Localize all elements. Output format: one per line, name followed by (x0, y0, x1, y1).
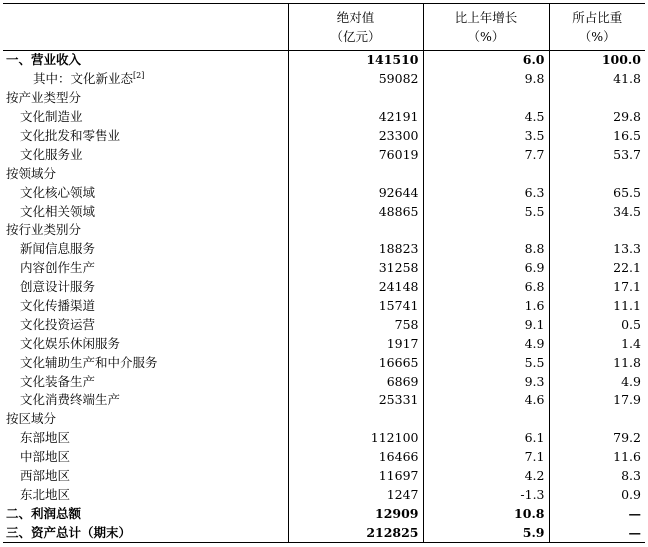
absolute-value-cell (288, 221, 423, 240)
growth-cell: 5.5 (423, 353, 549, 372)
absolute-value-cell: 42191 (288, 108, 423, 127)
header-growth-label: 比上年增长 (454, 10, 518, 25)
growth-cell (423, 410, 549, 429)
table-row (3, 70, 645, 89)
table-row (3, 448, 645, 467)
growth-cell: 1.6 (423, 297, 549, 316)
table-row (3, 485, 645, 504)
absolute-value-cell: 15741 (288, 297, 423, 316)
table-header (3, 4, 645, 51)
table-row (3, 523, 645, 542)
table-row (3, 391, 645, 410)
header-share-unit: （%） (578, 29, 616, 44)
table-row (3, 127, 645, 146)
row-label-cell (3, 429, 288, 448)
table-row (3, 278, 645, 297)
header-row (3, 4, 645, 51)
share-cell: 4.9 (549, 372, 645, 391)
absolute-value-cell: 31258 (288, 259, 423, 278)
table-row (3, 504, 645, 523)
growth-cell: 9.1 (423, 315, 549, 334)
row-label: 文化传播渠道 (20, 298, 96, 314)
absolute-value-cell: 59082 (288, 70, 423, 89)
table-row (3, 202, 645, 221)
growth-cell: 4.5 (423, 108, 549, 127)
share-cell: — (549, 504, 645, 523)
table-body (3, 51, 645, 543)
growth-cell: 5.5 (423, 202, 549, 221)
row-label: 文化核心领域 (20, 184, 96, 200)
table-row (3, 410, 645, 429)
share-cell (549, 164, 645, 183)
table-row (3, 51, 645, 70)
row-label: 创意设计服务 (20, 279, 96, 295)
share-cell: 34.5 (549, 202, 645, 221)
row-label: 一、营业收入 (6, 52, 82, 68)
absolute-value-cell: 16665 (288, 353, 423, 372)
row-label: 二、利润总额 (6, 505, 82, 521)
growth-cell: 6.1 (423, 429, 549, 448)
header-absolute-value-unit: （亿元） (330, 29, 381, 44)
growth-cell (423, 89, 549, 108)
share-cell (549, 410, 645, 429)
row-label-cell (3, 240, 288, 259)
table-row (3, 145, 645, 164)
table-row (3, 429, 645, 448)
row-label: 东北地区 (20, 486, 71, 502)
growth-cell: 6.8 (423, 278, 549, 297)
row-label-cell (3, 183, 288, 202)
row-label: 西部地区 (20, 468, 71, 484)
row-label-cell (3, 334, 288, 353)
row-label: 内容创作生产 (20, 260, 96, 276)
row-label-cell (3, 70, 288, 89)
header-growth (423, 4, 549, 51)
share-cell: 22.1 (549, 259, 645, 278)
absolute-value-cell: 48865 (288, 202, 423, 221)
row-label: 文化消费终端生产 (20, 392, 121, 408)
growth-cell: -1.3 (423, 485, 549, 504)
share-cell: 65.5 (549, 183, 645, 202)
row-label-cell (3, 51, 288, 70)
table-row (3, 334, 645, 353)
row-label-cell (3, 410, 288, 429)
row-label: 文化娱乐休闲服务 (20, 335, 121, 351)
row-label: 其中：文化新业态 (33, 71, 134, 87)
growth-cell: 4.6 (423, 391, 549, 410)
row-label-cell (3, 391, 288, 410)
table-row (3, 297, 645, 316)
row-label-cell (3, 523, 288, 542)
row-label: 按产业类型分 (6, 90, 82, 106)
row-label: 文化装备生产 (20, 373, 96, 389)
share-cell: 53.7 (549, 145, 645, 164)
share-cell: 11.8 (549, 353, 645, 372)
row-label-cell (3, 315, 288, 334)
row-label-cell (3, 221, 288, 240)
growth-cell: 4.2 (423, 467, 549, 486)
absolute-value-cell (288, 89, 423, 108)
growth-cell: 6.3 (423, 183, 549, 202)
growth-cell: 4.9 (423, 334, 549, 353)
table-row (3, 353, 645, 372)
absolute-value-cell: 23300 (288, 127, 423, 146)
row-label: 文化服务业 (20, 146, 83, 162)
growth-cell: 6.0 (423, 51, 549, 70)
row-label-cell (3, 467, 288, 486)
row-label-cell (3, 145, 288, 164)
footnote-marker: [2] (133, 71, 145, 81)
absolute-value-cell (288, 164, 423, 183)
absolute-value-cell: 112100 (288, 429, 423, 448)
growth-cell: 8.8 (423, 240, 549, 259)
row-label: 按行业类别分 (6, 222, 82, 238)
row-label-cell (3, 278, 288, 297)
table-row (3, 467, 645, 486)
header-indicator-cell (3, 4, 288, 51)
row-label: 三、资产总计（期末） (6, 524, 132, 540)
table-row (3, 221, 645, 240)
growth-cell (423, 221, 549, 240)
share-cell (549, 89, 645, 108)
share-cell: — (549, 523, 645, 542)
row-label-cell (3, 372, 288, 391)
row-label-cell (3, 164, 288, 183)
table-row (3, 108, 645, 127)
absolute-value-cell: 141510 (288, 51, 423, 70)
table-row (3, 372, 645, 391)
share-cell: 29.8 (549, 108, 645, 127)
row-label: 文化辅助生产和中介服务 (20, 354, 158, 370)
absolute-value-cell: 24148 (288, 278, 423, 297)
growth-cell (423, 164, 549, 183)
absolute-value-cell: 12909 (288, 504, 423, 523)
share-cell: 17.1 (549, 278, 645, 297)
absolute-value-cell: 18823 (288, 240, 423, 259)
growth-cell: 10.8 (423, 504, 549, 523)
absolute-value-cell: 758 (288, 315, 423, 334)
header-share-label: 所占比重 (572, 10, 623, 25)
share-cell: 0.5 (549, 315, 645, 334)
table-row (3, 89, 645, 108)
share-cell: 8.3 (549, 467, 645, 486)
absolute-value-cell: 1247 (288, 485, 423, 504)
share-cell: 16.5 (549, 127, 645, 146)
absolute-value-cell: 6869 (288, 372, 423, 391)
share-cell: 17.9 (549, 391, 645, 410)
growth-cell: 9.3 (423, 372, 549, 391)
share-cell: 100.0 (549, 51, 645, 70)
header-growth-unit: （%） (467, 29, 505, 44)
header-absolute-value (288, 4, 423, 51)
row-label-cell (3, 485, 288, 504)
row-label-cell (3, 127, 288, 146)
growth-cell: 5.9 (423, 523, 549, 542)
row-label-cell (3, 89, 288, 108)
row-label-cell (3, 504, 288, 523)
table-row (3, 240, 645, 259)
header-share (549, 4, 645, 51)
row-label-cell (3, 259, 288, 278)
absolute-value-cell: 1917 (288, 334, 423, 353)
growth-cell: 7.7 (423, 145, 549, 164)
row-label: 东部地区 (20, 430, 71, 446)
row-label: 文化批发和零售业 (20, 128, 121, 143)
row-label: 中部地区 (20, 449, 71, 465)
growth-cell: 9.8 (423, 70, 549, 89)
row-label: 文化投资运营 (20, 316, 96, 332)
share-cell: 1.4 (549, 334, 645, 353)
table-row (3, 164, 645, 183)
row-label: 按区域分 (6, 411, 57, 427)
culture-industry-statistics-table (3, 3, 645, 543)
growth-cell: 7.1 (423, 448, 549, 467)
share-cell: 0.9 (549, 485, 645, 504)
absolute-value-cell: 25331 (288, 391, 423, 410)
absolute-value-cell (288, 410, 423, 429)
row-label: 文化相关领域 (20, 203, 96, 219)
share-cell: 11.6 (549, 448, 645, 467)
table-row (3, 315, 645, 334)
table-row (3, 259, 645, 278)
row-label-cell (3, 448, 288, 467)
row-label: 按领域分 (6, 165, 57, 181)
absolute-value-cell: 11697 (288, 467, 423, 486)
table-row (3, 183, 645, 202)
growth-cell: 3.5 (423, 127, 549, 146)
row-label: 新闻信息服务 (20, 241, 96, 257)
growth-cell: 6.9 (423, 259, 549, 278)
share-cell (549, 221, 645, 240)
absolute-value-cell: 16466 (288, 448, 423, 467)
header-absolute-value-label: 绝对值 (336, 10, 375, 25)
absolute-value-cell: 92644 (288, 183, 423, 202)
row-label-cell (3, 108, 288, 127)
row-label-cell (3, 202, 288, 221)
absolute-value-cell: 76019 (288, 145, 423, 164)
share-cell: 13.3 (549, 240, 645, 259)
row-label-cell (3, 297, 288, 316)
absolute-value-cell: 212825 (288, 523, 423, 542)
share-cell: 79.2 (549, 429, 645, 448)
share-cell: 11.1 (549, 297, 645, 316)
row-label: 文化制造业 (20, 109, 83, 125)
row-label-cell (3, 353, 288, 372)
share-cell: 41.8 (549, 70, 645, 89)
